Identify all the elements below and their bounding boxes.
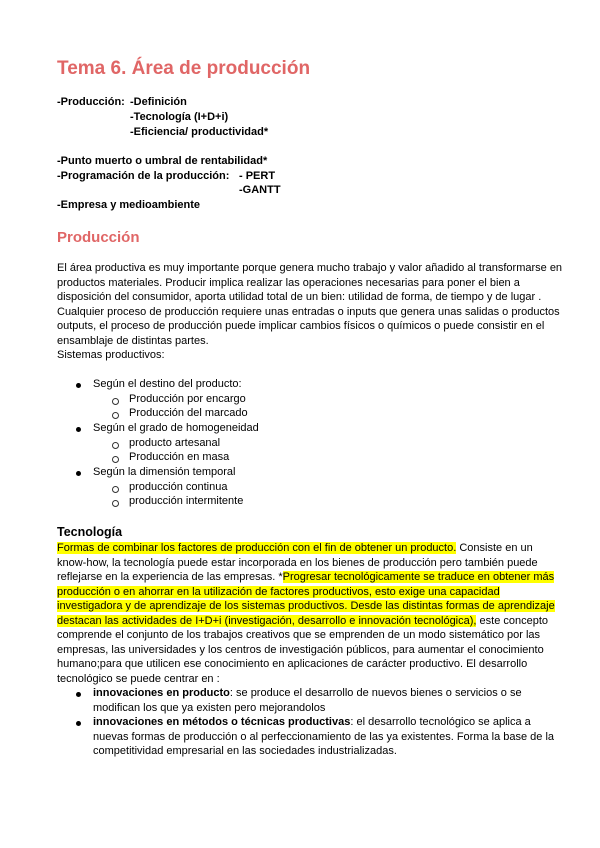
sub-list-item: Producción en masa — [129, 451, 230, 463]
paragraph-line: El área productiva es muy importante porque genera mucho trabajo y valor añadido al transformarse en — [57, 262, 563, 274]
text-run: : se produce el desarrollo de nuevos bienes o servicios o se — [229, 687, 522, 699]
highlighted-text: Progresar tecnológicamente se traduce en obtener más — [282, 571, 555, 583]
paragraph-line: comprende el conjunto de los trabajos creativos que se emprenden de un modo sistemático por las — [57, 629, 541, 641]
outline-punto-muerto: -Punto muerto o umbral de rentabilidad* — [57, 155, 268, 167]
outline-empresa: -Empresa y medioambiente — [57, 199, 201, 211]
bullet-icon — [76, 471, 81, 476]
list-item: Según el grado de homogeneidad — [93, 422, 259, 434]
bold-text: innovaciones en métodos o técnicas productivas — [93, 716, 351, 728]
section-heading-produccion: Producción — [57, 229, 140, 246]
text-run: : el desarrollo tecnológico se aplica a — [350, 716, 531, 728]
paragraph-line: empresas, las universidades y los centros de investigación públicos, para aumentar el conocimiento — [57, 643, 544, 656]
text-run: reflejarse en la experiencia de las empresas. * — [57, 571, 283, 583]
outline-programacion-label: -Programación de la producción: — [57, 170, 230, 182]
paragraph-line: Sistemas productivos: — [57, 349, 165, 361]
text-run: este concepto — [476, 614, 549, 627]
bullet-icon — [76, 427, 81, 432]
paragraph-line: Cualquier proceso de producción requiere unas entradas o inputs que genera unas salidas o productos — [57, 305, 560, 318]
paragraph-line: competitividad empresarial en las sociedades industrializadas. — [93, 745, 397, 757]
circle-bullet-icon — [112, 398, 119, 405]
paragraph-line: outputs, el proceso de producción puede implicar cambios físicos o químicos o puede consistir en el — [57, 320, 545, 332]
bold-text: innovaciones en producto — [93, 687, 230, 699]
bullet-icon — [76, 692, 81, 697]
sub-list-item: Producción por encargo — [129, 393, 246, 405]
highlighted-text: destacan las actividades de I+D+i (investigación, desarrollo e innovación tecnológica), — [57, 614, 477, 627]
circle-bullet-icon — [112, 442, 119, 449]
list-item: Según la dimensión temporal — [93, 466, 236, 478]
paragraph-line — [57, 541, 567, 556]
circle-bullet-icon — [112, 500, 119, 507]
highlighted-text: investigadora y de aprendizaje de los sistemas productivos. Desde las distintas formas de aprendizaje — [57, 600, 555, 612]
paragraph-line: nuevas formas de producción o al perfeccionamiento de las ya existentes. Forma la base de la — [93, 730, 555, 743]
outline-item: - PERT — [239, 170, 276, 182]
produccion-paragraph — [57, 261, 567, 363]
paragraph-line — [93, 715, 567, 730]
paragraph-line — [57, 614, 567, 629]
paragraph-line: humano;para que utilicen ese conocimiento en aplicaciones de carácter productivo. El desarrollo — [57, 658, 528, 670]
tecnologia-bullet-2 — [93, 715, 567, 759]
sub-list-item: producción intermitente — [129, 495, 244, 507]
paragraph-line — [93, 686, 567, 701]
bullet-icon — [76, 721, 81, 726]
outline-item: -Tecnología (I+D+i) — [130, 111, 229, 123]
sub-list-item: producto artesanal — [129, 437, 221, 449]
outline-item: -GANTT — [239, 184, 281, 196]
page-title: Tema 6. Área de producción — [57, 58, 311, 79]
paragraph-line: modifican los que ya existen pero mejorandolos — [93, 701, 326, 714]
highlighted-text: producción o en ahorrar en la utilización de factores productivos, esto exige una capacidad — [57, 585, 500, 598]
circle-bullet-icon — [112, 456, 119, 463]
tecnologia-bullet-1 — [93, 686, 567, 715]
paragraph-line — [57, 570, 567, 585]
circle-bullet-icon — [112, 412, 119, 419]
text-run: Consiste en un — [456, 542, 533, 554]
outline-item: -Eficiencia/ productividad* — [130, 126, 269, 138]
highlighted-text: Formas de combinar los factores de producción con el fin de obtener un producto. — [57, 542, 457, 554]
sub-list-item: producción continua — [129, 481, 228, 493]
section-heading-tecnologia: Tecnología — [57, 525, 123, 539]
sub-list-item: Producción del marcado — [129, 407, 248, 419]
paragraph-line: know-how, la tecnología puede estar incorporada en los bienes de producción pero también puede — [57, 556, 538, 569]
paragraph-line: ensamblaje de distintas partes. — [57, 334, 209, 347]
paragraph-line: productos materiales. Producir implica realizar las operaciones necesarias para poner el bien a — [57, 276, 520, 289]
paragraph-line — [57, 585, 567, 600]
paragraph-line: disposición del consumidor, aporta utilidad total de un bien: utilidad de forma, de tiempo y de lugar . — [57, 291, 542, 303]
paragraph-line: tecnológico se puede centrar en : — [57, 672, 220, 685]
tecnologia-paragraph — [57, 541, 567, 686]
list-item: Según el destino del producto: — [93, 378, 242, 390]
circle-bullet-icon — [112, 486, 119, 493]
bullet-icon — [76, 383, 81, 388]
outline-item: -Definición — [130, 96, 187, 108]
outline-produccion-label: -Producción: — [57, 96, 125, 108]
paragraph-line — [57, 599, 567, 614]
